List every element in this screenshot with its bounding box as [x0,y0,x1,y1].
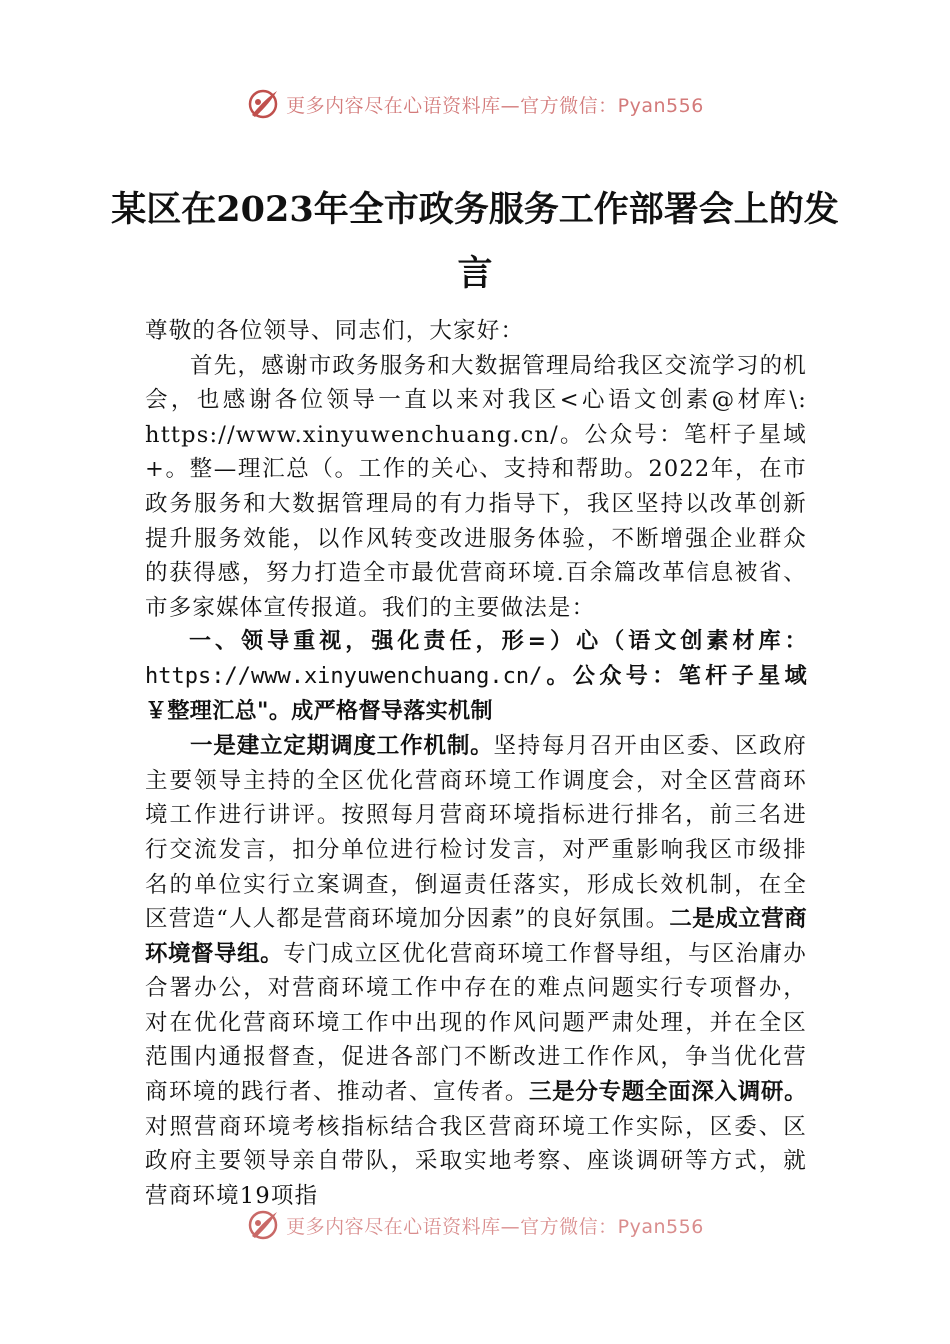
measure-2-heading: 二是成立营商环境督导组。 [145,906,807,967]
document-title: 某区在2023年全市政务服务工作部署会上的发言 [111,189,839,294]
measure-2-text: 专门成立区优化营商环境工作督导组，与区治庸办合署办公，对营商环境工作中存在的难点问题实行专项督办，对在优化营商环境工作中出现的作风问题严肃处理，并在全区范围内通报督查，促进各部门不断改进工作作风，争当优化营商环境的践行者、推动者、宣传者。 [145,940,807,1106]
measure-3-heading: 三是分专题全面深入调研。 [528,1079,807,1106]
watermark-banner-top [0,84,950,124]
watermark-text-bottom: 更多内容尽在心语资料库—官方微信：Pyan556 [286,1215,704,1238]
paragraph-intro: 首先，感谢市政务服务和大数据管理局给我区交流学习的机会，也感谢各位领导一直以来对我区<心语文创素@材库\: https://www.xinyuwenchuang.cn/。公众号：笔杆子星域+。整—理汇总（。工作的关心、支持和帮助。2022年，在市政务服务和大数据管理局的有力指导下，我区坚持以改革创新提升服务效能，以作风转变改进服务体验，不断增强企业群众的获得感，努力打造全市最优营商环境.百余篇改革信息被省、市多家媒体宣传报道。我们的主要做法是： [145,352,807,621]
measure-1-heading: 一是建立定期调度工作机制。 [190,733,494,760]
measure-1-text: 坚持每月召开由区委、区政府主要领导主持的全区优化营商环境工作调度会，对全区营商环境工作进行讲评。按照每月营商环境指标进行排名，前三名进行交流发言，扣分单位进行检讨发言，对严重影响我区市级排名的单位实行立案调查，倒逼责任落实，形成长效机制，在全区营造“人人都是营商环境加分因素”的良好氛围。 [145,733,808,933]
watermark-text: 更多内容尽在心语资料库—官方微信：Pyan556 [286,94,704,117]
measure-3-text: 对照营商环境考核指标结合我区营商环境工作实际，区委、区政府主要领导亲自带队，采取实地考察、座谈调研等方式，就营商环境19项指 [145,1113,807,1209]
greeting: 尊敬的各位领导、同志们，大家好： [145,318,525,344]
section-heading-1-a: 一、领导重视，强化责任，形=）心（语文创素材库： [189,629,807,655]
watermark-banner-bottom [0,1205,950,1245]
quill-seal-icon [246,87,280,121]
section-heading-1 [145,625,807,729]
paragraph-measures [145,729,807,1213]
section-heading-1-b: 。公众号：笔杆子星域￥整理汇总"。成严格督导落实机制 [145,663,807,724]
document-body [145,314,807,1213]
quill-seal-icon [246,1208,280,1242]
section-heading-1-url: https://www.xinyuwenchuang.cn/ [145,663,543,689]
